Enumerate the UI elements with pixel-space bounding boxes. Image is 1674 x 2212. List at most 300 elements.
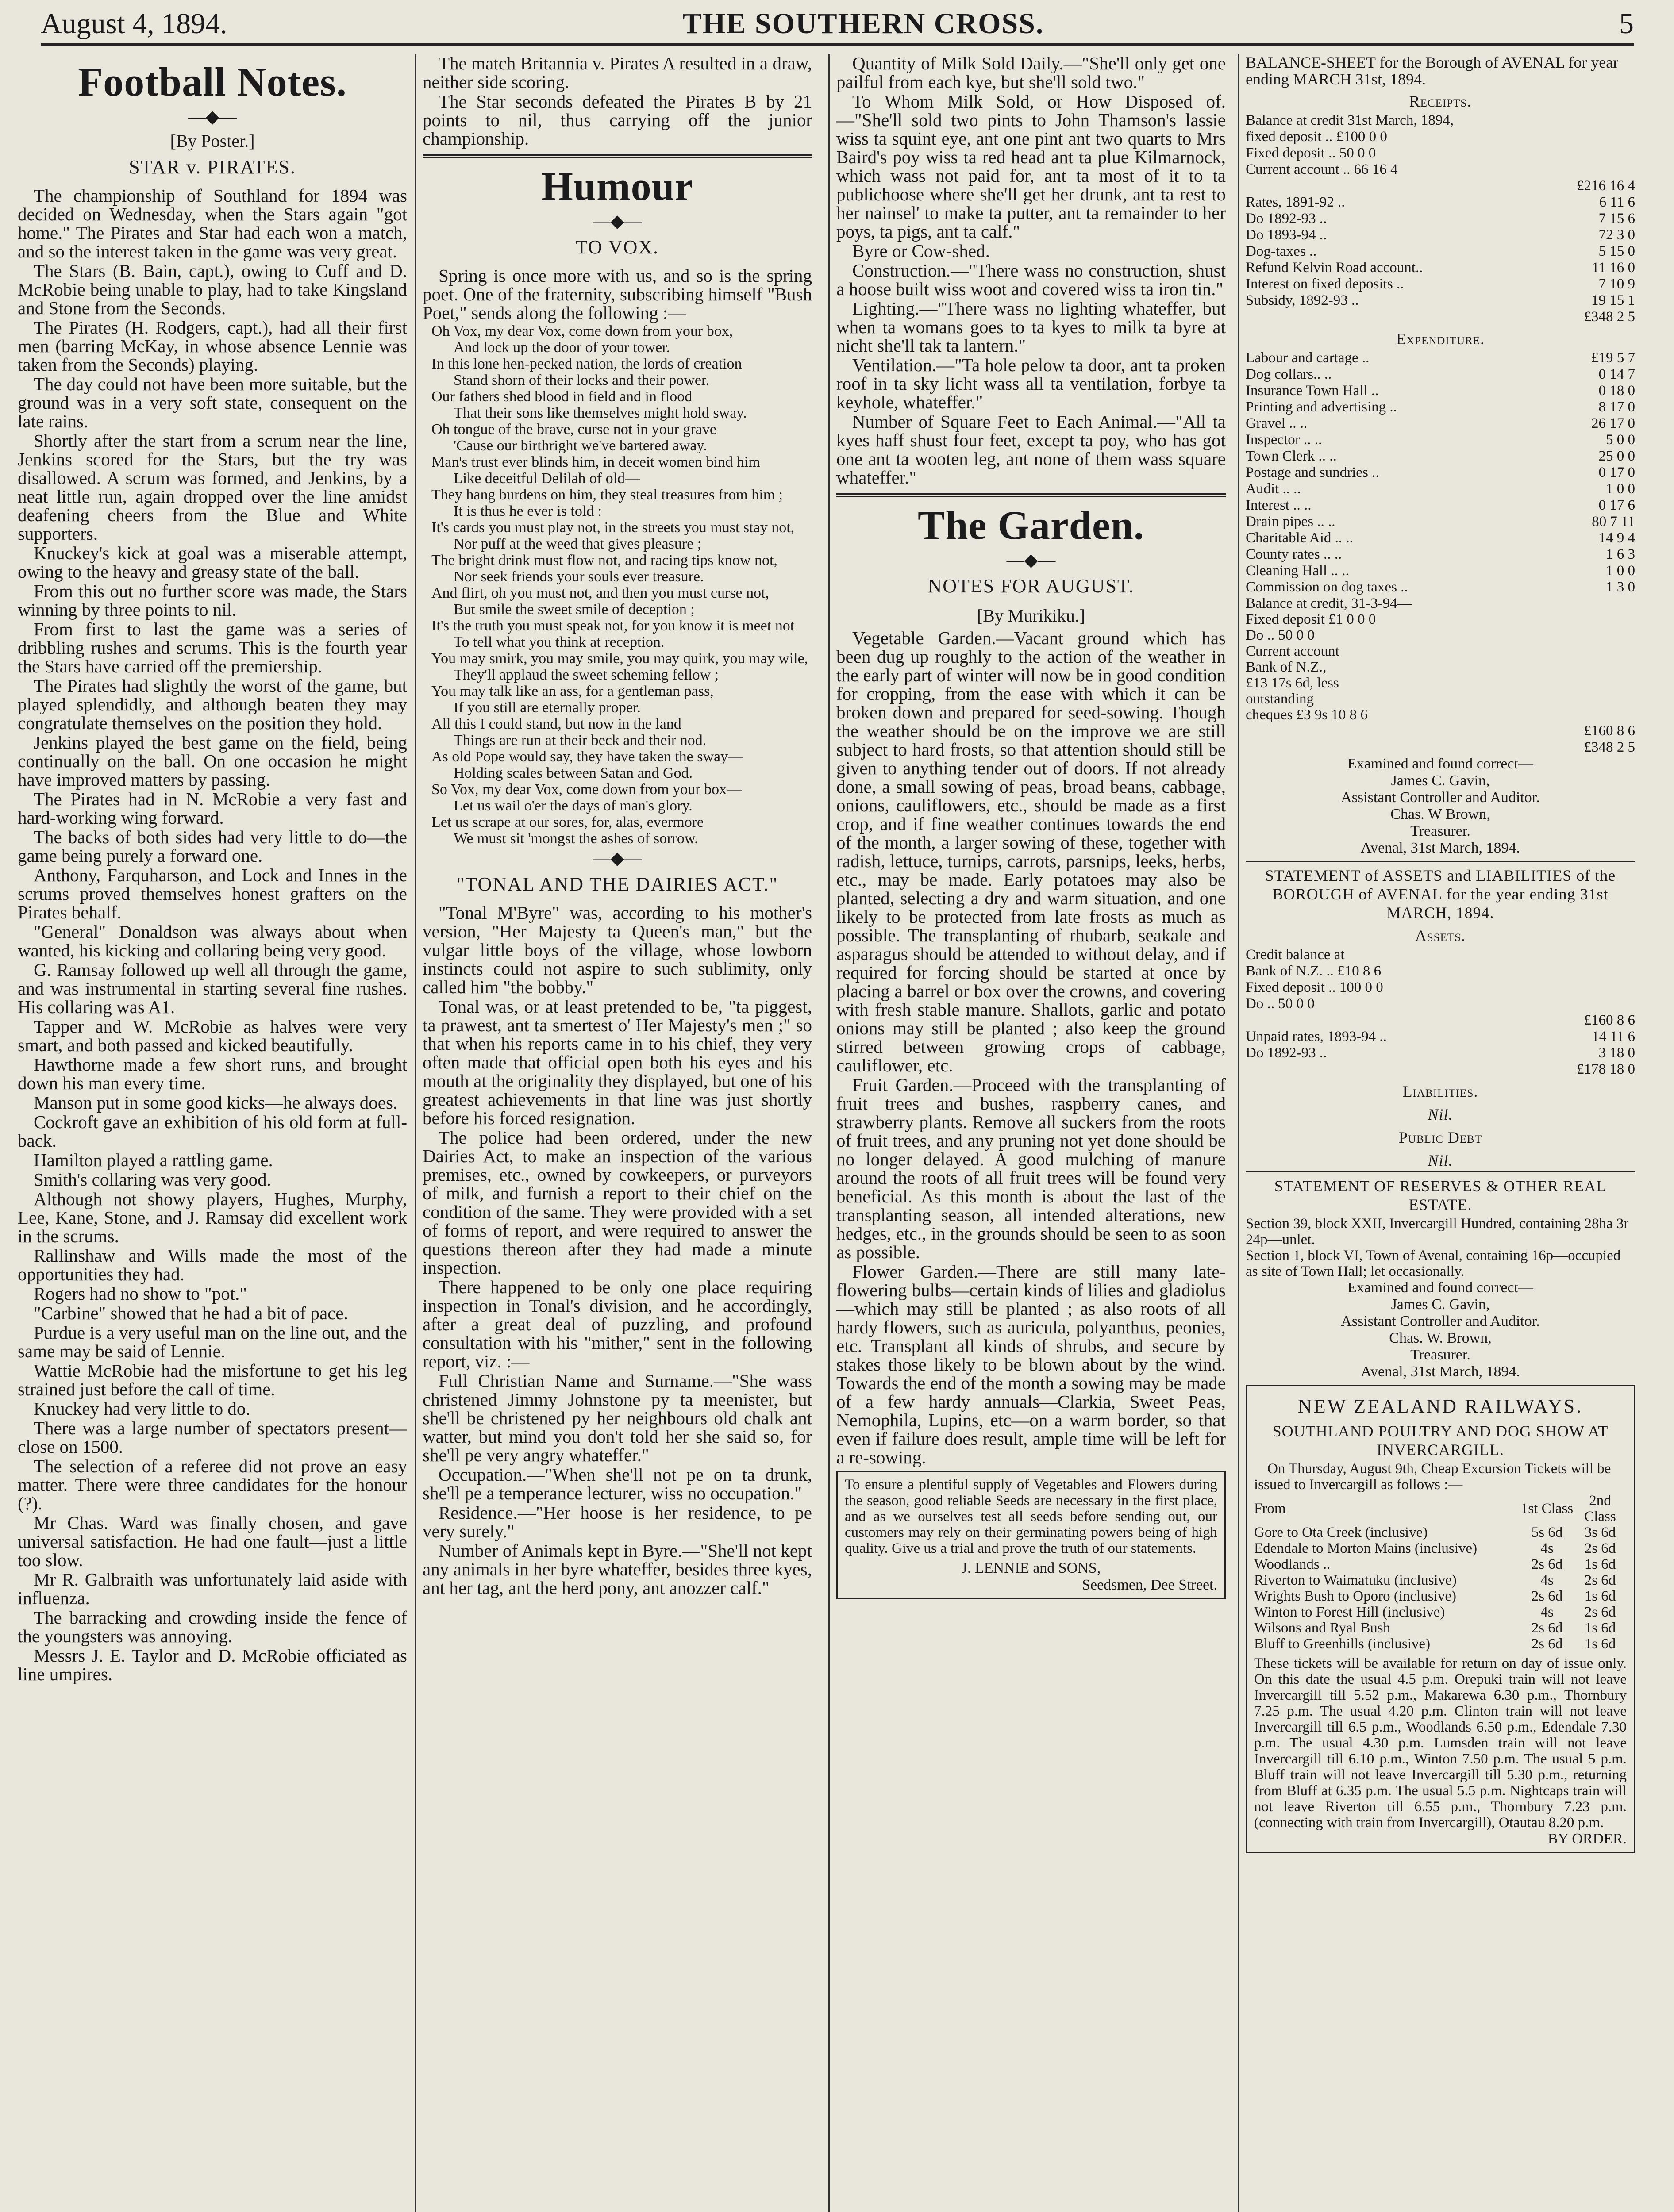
- ledger-amount: 0 17 6: [1598, 497, 1635, 513]
- ornament-icon: —◆—: [188, 107, 237, 127]
- garden-paragraph: Fruit Garden.—Proceed with the transplanting of fruit trees and bushes, raspberry canes, and strawberry plants. Remove all suckers from the roots of fruit trees, and any pruning not yet done should be no longer delayed. A good mulching of manure around the roots of all fruit trees will be found very beneficial. As this month is about the last of the transplanting season, all intended alterations, new hedges, etc., in the grounds should be seen to as soon as possible.: [836, 1075, 1226, 1262]
- ledger-item: fixed deposit .. £100 0 0: [1246, 129, 1387, 145]
- tonal-paragraph: Number of Animals kept in Byre.—"She'll not kept any animals in her byre whateffer, besides three kyes, ant her tag, ant the herd pony, ant anozzer calf.": [423, 1540, 812, 1598]
- ledger-row: [1246, 563, 1635, 579]
- signoff-line: Chas. W. Brown,: [1389, 1330, 1492, 1346]
- football-paragraph: The championship of Southland for 1894 was decided on Wednesday, when the Stars again "got home." The Pirates and Star had each won a match, and so the interest taken in the game was very great.: [18, 185, 407, 261]
- fare-first: 2s 6d: [1531, 1588, 1563, 1604]
- ledger-amount: 1 3 0: [1606, 579, 1635, 595]
- ledger-amount: [1555, 947, 1635, 963]
- garden-paragraph: Flower Garden.—There are still many late-flowering bulbs—certain kinds of lilies and gladiolus—which may still be planted ; as also roots of all hardy flowers, such as auricula, polyanthus, peonies, etc. Transplant all kinds of shrubs, and secure by stakes those likely to be blown about by the wind. Towards the end of the month a sowing may be made of a few hardy annuals—Clarkia, Sweet Peas, Nemophila, Lupins, etc—on a warm border, so that even if failure does result, ample time will be left for a re-sowing.: [836, 1261, 1226, 1467]
- ledger-item: Printing and advertising ..: [1246, 399, 1397, 415]
- ornament-icon: —◆—: [1006, 550, 1056, 570]
- fare-from: Gore to Ota Creek (inclusive): [1254, 1525, 1428, 1540]
- ledger-amount: £348 2 5: [1584, 309, 1635, 325]
- football-paragraph: Hamilton played a rattling game.: [34, 1150, 273, 1170]
- ledger-item: Do 1893-94 ..: [1246, 227, 1327, 243]
- poem-intro: Spring is once more with us, and so is the spring poet. One of the fraternity, subscribing himself "Bush Poet," sends along the following :—: [423, 265, 812, 323]
- football-paragraph: From this out no further score was made, the Stars winning by three points to nil.: [18, 581, 407, 620]
- ledger-amount: 0 17 0: [1598, 465, 1635, 480]
- ledger-item: Insurance Town Hall ..: [1246, 383, 1379, 399]
- ledger-amount: £178 18 0: [1577, 1061, 1635, 1077]
- ledger-item: [1246, 309, 1555, 325]
- ledger-item: Subsidy, 1892-93 ..: [1246, 292, 1359, 308]
- ledger-amount: 72 3 0: [1598, 227, 1635, 243]
- reserve-line: Section 1, block VI, Town of Avenal, containing 16p—occupied as site of Town Hall; let occasionally.: [1246, 1248, 1621, 1279]
- ledger-item: Balance at credit 31st March, 1894,: [1246, 112, 1454, 128]
- football-paragraph: Knuckey had very little to do.: [34, 1398, 250, 1419]
- tonal-paragraph: Occupation.—"When she'll not pe on ta drunk, she'll pe a temperance lecturer, wiss no occupation.": [423, 1464, 812, 1503]
- ledger-row: [1246, 178, 1635, 194]
- ledger-amount: £160 8 6: [1584, 1012, 1635, 1028]
- ledger-item: Dog collars.. ..: [1246, 366, 1332, 382]
- poem-line: Nor puff at the weed that gives pleasure ;: [454, 536, 702, 552]
- fare-first: 4s: [1540, 1540, 1554, 1556]
- ledger-amount: £216 16 4: [1577, 178, 1635, 194]
- tonal-paragraph: Lighting.—"There wass no lighting whateffer, but when ta womans goes to ta kyes to milk ta byre at nicht she'll tak ta lantern.": [836, 298, 1226, 356]
- railways-subhead: SOUTHLAND POULTRY AND DOG SHOW AT INVERCARGILL.: [1272, 1422, 1609, 1459]
- poem-line: Man's trust ever blinds him, in deceit women bind him: [431, 454, 760, 470]
- liabilities-value: Nil.: [1428, 1106, 1453, 1123]
- poem-line: It's cards you must play not, in the streets you must stay not,: [431, 519, 795, 536]
- tonal-paragraph: Quantity of Milk Sold Daily.—"She'll only get one pailful from each kye, but she'll sold two.": [836, 54, 1226, 92]
- railways-title: NEW ZEALAND RAILWAYS.: [1297, 1395, 1583, 1417]
- ledger-item: Labour and cartage ..: [1246, 350, 1370, 366]
- divider: [423, 157, 812, 158]
- fare-from: Edendale to Morton Mains (inclusive): [1254, 1540, 1478, 1556]
- assets-title: STATEMENT of ASSETS and LIABILITIES of the BOROUGH of AVENAL for the year ending 31st MARCH, 1894.: [1265, 867, 1616, 922]
- football-paragraph: The selection of a referee did not prove an easy matter. There were three candidates for the honour (?).: [18, 1456, 407, 1513]
- closing-line: Do .. 50 0 0: [1246, 627, 1315, 643]
- garden-paragraph: Vegetable Garden.—Vacant ground which has been dug up roughly to the action of the weather in the early part of winter will now be in good condition for cropping, from the ease with which it can be broken down and prepared for seed-sowing. Though the weather should be on the improve we are still subject to hard frosts, so that attention should still be given to anything tender out of doors. If not already done, a small sowing of peas, broad beans, cabbage, onions, cauliflowers, etc., should be made as a first crop, and if fine weather continues towards the end of the month, a larger sowing of these, together with radish, lettuce, turnips, carrots, parsnips, leeks, herbs, etc., may be made. Early potatoes may also be planted, selecting a dry and warm situation, and one likely to be protected from late frosts as much as possible. The transplanting of rhubarb, seakale and asparagus should be attended to without delay, and if required for forcing should be started at once by placing a barrel or box over the crowns, and covering with fresh stable manure. Shallots, garlic and potato onions may still be planted ; also keep the ground stirred between growing crops of cabbage, cauliflower, etc.: [836, 628, 1226, 1075]
- ledger-item: Refund Kelvin Road account..: [1246, 260, 1423, 276]
- ledger-row: [1246, 399, 1635, 415]
- ledger-amount: £19 5 7: [1591, 350, 1635, 366]
- ledger-item: Unpaid rates, 1893-94 ..: [1246, 1029, 1387, 1045]
- ledger-item: Postage and sundries ..: [1246, 465, 1379, 480]
- poem-line: You may talk like an ass, for a gentleman pass,: [431, 683, 714, 699]
- ornament-icon: —◆—: [593, 848, 642, 868]
- column-rule: [828, 54, 830, 2212]
- football-paragraph: Cockroft gave an exhibition of his old form at full-back.: [18, 1112, 407, 1151]
- ledger-amount: 11 16 0: [1592, 260, 1635, 276]
- football-paragraph: Purdue is a very useful man on the line out, and the same may be said of Lennie.: [18, 1322, 407, 1361]
- signoff-line: James C. Gavin,: [1391, 1296, 1490, 1313]
- ledger-row: [1246, 243, 1635, 260]
- fare-row: [1254, 1572, 1627, 1588]
- tonal-paragraph: Ventilation.—"Ta hole pelow ta door, ant ta proken roof in ta sky licht wass all ta ventilation, forbye ta keyhole, whateffer.": [836, 355, 1226, 412]
- poem-line: The bright drink must flow not, and racing tips know not,: [431, 552, 777, 568]
- ledger-row: [1246, 366, 1635, 383]
- ledger-item: Gravel .. ..: [1246, 415, 1308, 431]
- expenditure-table: [1246, 350, 1635, 595]
- poem-line: Our fathers shed blood in field and in flood: [431, 388, 693, 405]
- ledger-row: [1246, 514, 1635, 530]
- ledger-row: [1246, 1061, 1635, 1078]
- ledger-item: Do .. 50 0 0: [1246, 996, 1315, 1012]
- signoff-line: Examined and found correct—: [1347, 1279, 1534, 1296]
- tonal-heading: "TONAL AND THE DAIRIES ACT.": [456, 873, 778, 895]
- fare-row: [1254, 1620, 1627, 1636]
- poem-line: We must sit 'mongst the ashes of sorrow.: [454, 830, 698, 847]
- column-garden: [836, 54, 1226, 2212]
- poem-line: If you still are eternally proper.: [454, 699, 641, 716]
- signoff-line: Avenal, 31st March, 1894.: [1360, 840, 1520, 856]
- column-rule: [415, 54, 416, 2212]
- poem-line: Oh Vox, my dear Vox, come down from your box,: [431, 323, 733, 339]
- ledger-amount: 5 15 0: [1598, 243, 1635, 259]
- ledger-item: Do 1892-93 ..: [1246, 211, 1327, 227]
- ledger-amount: [1555, 145, 1635, 161]
- ledger-row: [1246, 979, 1635, 996]
- fares-col-from: From: [1254, 1501, 1286, 1517]
- fare-row: [1254, 1604, 1627, 1620]
- ledger-amount: 0 14 7: [1598, 366, 1635, 382]
- ledger-amount: 6 11 6: [1599, 194, 1635, 210]
- ledger-row: [1246, 415, 1635, 432]
- match-result-paragraph: The Star seconds defeated the Pirates B by 21 points to nil, thus carrying off the junior championship.: [423, 91, 812, 149]
- fare-second: 1s 6d: [1584, 1588, 1616, 1604]
- fares-col-second: 2nd Class: [1584, 1493, 1616, 1525]
- poem-line: But smile the sweet smile of deception ;: [454, 601, 695, 618]
- ledger-item: Drain pipes .. ..: [1246, 514, 1335, 530]
- public-debt-label: Public Debt: [1398, 1129, 1482, 1146]
- ledger-item: Inspector .. ..: [1246, 432, 1322, 448]
- column-rule: [1238, 54, 1239, 2212]
- football-paragraph: Jenkins played the best game on the field, being continually on the ball. On one occasion he might have improved matters by passing.: [18, 732, 407, 790]
- ornament-icon: —◆—: [593, 211, 642, 231]
- ledger-amount: 1 0 0: [1606, 481, 1635, 497]
- football-paragraph: The Pirates had in N. McRobie a very fast and hard-working wing forward.: [18, 789, 407, 828]
- ledger-amount: 7 15 6: [1598, 211, 1635, 227]
- tonal-paragraph: Byre or Cow-shed.: [852, 241, 990, 261]
- football-paragraph: Wattie McRobie had the misfortune to get his leg strained just before the call of time.: [18, 1360, 407, 1399]
- fare-from: Wilsons and Ryal Bush: [1254, 1620, 1391, 1636]
- football-paragraph: The day could not have been more suitable, but the ground was in a very soft state, consequent on the late rains.: [18, 374, 407, 431]
- fares-col-first: 1st Class: [1520, 1501, 1574, 1517]
- ledger-row: [1246, 947, 1635, 963]
- fare-second: 1s 6d: [1584, 1636, 1616, 1652]
- poem-line: Holding scales between Satan and God.: [454, 765, 693, 781]
- ledger-row: [1246, 211, 1635, 227]
- ledger-item: Credit balance at: [1246, 947, 1345, 963]
- football-paragraph: There was a large number of spectators present—close on 1500.: [18, 1418, 407, 1457]
- ledger-row: [1246, 350, 1635, 366]
- fare-second: 2s 6d: [1584, 1540, 1616, 1556]
- ledger-item: Charitable Aid .. ..: [1246, 530, 1353, 546]
- tonal-continued: [836, 54, 1226, 487]
- signoff-line: Treasurer.: [1410, 823, 1470, 839]
- ledger-amount: 14 11 6: [1592, 1029, 1635, 1045]
- ledger-amount: 7 10 9: [1598, 276, 1635, 292]
- fare-second: 1s 6d: [1584, 1556, 1616, 1572]
- signoff-line: Treasurer.: [1410, 1347, 1470, 1363]
- football-paragraph: Although not showy players, Hughes, Murphy, Lee, Kane, Stone, and J. Ramsay did excellent work in the scrums.: [18, 1189, 407, 1246]
- fare-from: Bluff to Greenhills (inclusive): [1254, 1636, 1431, 1652]
- football-paragraph: Rallinshaw and Wills made the most of the opportunities they had.: [18, 1245, 407, 1284]
- ledger-row: [1246, 112, 1635, 129]
- poem-line: And lock up the door of your tower.: [454, 339, 670, 356]
- ledger-amount: [1555, 161, 1635, 178]
- tonal-paragraph: Number of Square Feet to Each Animal.—"All ta kyes haff shust four feet, except ta poy, who has got one ant ta wooten leg, ant none of them wass square whateffer.": [836, 411, 1226, 488]
- ledger-amount: 0 18 0: [1598, 383, 1635, 399]
- liabilities-label: Liabilities.: [1402, 1083, 1478, 1100]
- closing-line: Bank of N.Z.,: [1246, 659, 1327, 675]
- ledger-row: [1246, 1045, 1635, 1061]
- ledger-row: [1246, 465, 1635, 481]
- football-paragraph: Manson put in some good kicks—he always does.: [34, 1092, 398, 1113]
- poem-line: You may smirk, you may smile, you may quirk, you may wile,: [431, 650, 808, 667]
- ledger-item: Rates, 1891-92 ..: [1246, 194, 1345, 210]
- poem-line: To tell what you think at reception.: [454, 634, 665, 650]
- poem-line: They hang burdens on him, they steal treasures from him ;: [431, 487, 783, 503]
- ledger-item: [1246, 178, 1555, 194]
- ledger-item: Cleaning Hall .. ..: [1246, 563, 1349, 579]
- match-results: [423, 54, 812, 148]
- signoff-line: Chas. W Brown,: [1390, 806, 1490, 822]
- ledger-item: Bank of N.Z. .. £10 8 6: [1246, 963, 1382, 979]
- football-paragraph: G. Ramsay followed up well all through the game, and was instrumental in starting several fine rushes. His collaring was A1.: [18, 960, 407, 1017]
- ledger-item: Do 1892-93 ..: [1246, 1045, 1327, 1061]
- football-paragraph: Knuckey's kick at goal was a miserable attempt, owing to the heavy and greasy state of the ball.: [18, 543, 407, 582]
- closing-totals: [1246, 723, 1635, 756]
- fare-first: 5s 6d: [1531, 1525, 1563, 1540]
- fare-second: 2s 6d: [1584, 1604, 1616, 1620]
- poem-title: TO VOX.: [575, 236, 659, 258]
- ledger-row: [1246, 227, 1635, 243]
- ledger-row: [1246, 145, 1635, 161]
- ad-signature: J. LENNIE and SONS,: [961, 1560, 1101, 1576]
- fare-row: [1254, 1525, 1627, 1540]
- football-heading: Football Notes.: [78, 59, 347, 104]
- poem-line: Things are run at their beck and their nod.: [454, 732, 707, 749]
- football-paragraph: Messrs J. E. Taylor and D. McRobie officiated as line umpires.: [18, 1645, 407, 1684]
- tonal-body: [423, 903, 812, 1597]
- fare-second: 3s 6d: [1584, 1525, 1616, 1540]
- garden-body: [836, 629, 1226, 1467]
- ledger-amount: 26 17 0: [1591, 415, 1635, 431]
- football-paragraph: From first to last the game was a series of dribbling rushes and scrums. This is the fourth year the Stars have carried off the premiership.: [18, 619, 407, 676]
- fare-from: Winton to Forest Hill (inclusive): [1254, 1604, 1445, 1620]
- fare-second: 2s 6d: [1584, 1572, 1616, 1588]
- football-paragraph: The barracking and crowding inside the fence of the youngsters was annoying.: [18, 1607, 407, 1646]
- ledger-amount: 1 0 0: [1606, 563, 1635, 579]
- ledger-item: Town Clerk .. ..: [1246, 448, 1337, 464]
- football-paragraph: Shortly after the start from a scrum near the line, Jenkins scored for the Stars, but the try was disallowed. A scrum was formed, and Jenkins, by a neat little run, again dropped over the line amidst deafening cheers from the Blue and White supporters.: [18, 430, 407, 544]
- ledger-amount: [1555, 963, 1635, 979]
- garden-byline: [By Murikiku.]: [977, 606, 1085, 626]
- fare-from: Woodlands ..: [1254, 1556, 1331, 1572]
- railways-signoff: BY ORDER.: [1547, 1831, 1627, 1847]
- ledger-row: [1246, 1029, 1635, 1045]
- tonal-paragraph: Full Christian Name and Surname.—"She wass christened Jimmy Johnstone py ta meenister, but she'll be christened py her neighbours old chalk ant watter, but mind you don't told her she said so, for she'll pe very angry whateffer.": [423, 1371, 812, 1465]
- poem-line: Like deceitful Delilah of old—: [454, 470, 640, 487]
- masthead-title: THE SOUTHERN CROSS.: [682, 8, 1044, 40]
- tonal-paragraph: Tonal was, or at least pretended to be, "ta piggest, ta prawest, ant ta smertest o' Her Majesty's men ;" so that when his reports came in to his chief, they very often made that official open both his eyes and his mouth at the originality they displayed, but one of his greatest achievements in that line was just shortly before his forced resignation.: [423, 996, 812, 1128]
- poem-line: Let us scrape at our sores, for, alas, evermore: [431, 814, 704, 830]
- poem-line: That their sons like themselves might hold sway.: [454, 405, 747, 421]
- public-debt-value: Nil.: [1428, 1152, 1453, 1169]
- expenditure-label: Expenditure.: [1396, 330, 1485, 348]
- ledger-amount: [1555, 979, 1635, 996]
- signoff-line: James C. Gavin,: [1391, 772, 1490, 789]
- ledger-row: [1246, 963, 1635, 979]
- column-humour: [423, 54, 812, 2212]
- football-paragraph: "General" Donaldson was always about when wanted, his kicking and collaring being very good.: [18, 922, 407, 960]
- closing-line: Balance at credit, 31-3-94—: [1246, 595, 1412, 611]
- reserves-title: STATEMENT OF RESERVES & OTHER REAL ESTATE.: [1274, 1177, 1607, 1214]
- divider: [836, 493, 1226, 495]
- fare-from: Wrights Bush to Oporo (inclusive): [1254, 1588, 1456, 1604]
- poem-line: So Vox, my dear Vox, come down from your box—: [431, 781, 742, 798]
- tonal-paragraph: The police had been ordered, under the new Dairies Act, to make an inspection of the various premises, etc., owned by cowkeepers, or purveyors of milk, and furnish a report to their chief on the condition of the same. They were provided with a set of forms of report, and were required to answer the questions thereon after they had made a minute inspection.: [423, 1127, 812, 1278]
- balance-title: BALANCE-SHEET for the Borough of AVENAL for year ending MARCH 31st, 1894.: [1246, 54, 1619, 88]
- ledger-amount: [1555, 112, 1635, 129]
- signoff-line: Examined and found correct—: [1347, 756, 1534, 772]
- closing-balance: [1246, 595, 1635, 723]
- poem-line: Stand shorn of their locks and their power.: [454, 372, 709, 388]
- assets-table: [1246, 947, 1635, 1078]
- football-paragraph: Tapper and W. McRobie as halves were very smart, and both passed and kicked beautifully.: [18, 1016, 407, 1055]
- ledger-row: [1246, 194, 1635, 211]
- ledger-row: [1246, 292, 1635, 309]
- ledger-row: [1246, 383, 1635, 399]
- ledger-row: [1246, 161, 1635, 178]
- ledger-amount: 80 7 11: [1592, 514, 1635, 530]
- fare-first: 4s: [1540, 1572, 1554, 1588]
- poem-line: All this I could stand, but now in the land: [431, 716, 681, 732]
- fare-first: 2s 6d: [1531, 1636, 1563, 1652]
- football-paragraph: The Pirates (H. Rodgers, capt.), had all their first men (barring McKay, in whose absence Lennie was taken from the Seconds) playing.: [18, 317, 407, 375]
- ledger-row: [1246, 497, 1635, 514]
- running-head: [41, 4, 1634, 46]
- football-paragraph: Mr Chas. Ward was finally chosen, and gave universal satisfaction. He had one fault—just a little too slow.: [18, 1513, 407, 1570]
- closing-total: £160 8 6: [1584, 723, 1635, 739]
- poem-line: It is thus he ever is told :: [454, 503, 602, 519]
- divider: [836, 496, 1226, 497]
- fare-row: [1254, 1636, 1627, 1652]
- ledger-row: [1246, 996, 1635, 1012]
- football-subhead: STAR v. PIRATES.: [129, 156, 296, 178]
- ledger-item: Fixed deposit .. 50 0 0: [1246, 145, 1376, 161]
- railways-notice: [1246, 1385, 1635, 1853]
- tonal-paragraph: To Whom Milk Sold, or How Disposed of.—"She'll sold two pints to John Thamson's lassie wiss ta squint eye, ant one pint ant two quarts to Mrs Baird's poy wiss ta red head ant ta plue Kilmarnock, which wass not paid for, ant ta most of it to ta publichoose where she'll get her drunk, ant ta rest to her nainsel' to make ta putter, ant ta remainder to her poys, ta pigs, ant ta calf.": [836, 91, 1226, 242]
- garden-heading: The Garden.: [918, 503, 1144, 548]
- ledger-amount: 8 17 0: [1598, 399, 1635, 415]
- fare-second: 1s 6d: [1584, 1620, 1616, 1636]
- ledger-amount: 5 0 0: [1606, 432, 1635, 448]
- ledger-row: [1246, 448, 1635, 465]
- signoff-line: Assistant Controller and Auditor.: [1341, 1313, 1540, 1329]
- column-notices: [1246, 54, 1635, 2212]
- ledger-amount: 25 0 0: [1598, 448, 1635, 464]
- football-paragraph: The Stars (B. Bain, capt.), owing to Cuff and D. McRobie being unable to play, had to take Kingsland and Stone from the Seconds.: [18, 261, 407, 318]
- fare-first: 4s: [1540, 1604, 1554, 1620]
- assets-label: Assets.: [1415, 927, 1466, 945]
- fare-first: 2s 6d: [1531, 1556, 1563, 1572]
- tonal-paragraph: Residence.—"Her hoose is her residence, to pe very surely.": [423, 1502, 812, 1541]
- railways-intro: On Thursday, August 9th, Cheap Excursion Tickets will be issued to Invercargill as follows :—: [1254, 1461, 1611, 1493]
- ledger-amount: [1555, 129, 1635, 145]
- fare-from: Riverton to Waimatuku (inclusive): [1254, 1572, 1457, 1588]
- poem-line: Oh tongue of the brave, curse not in your grave: [431, 421, 716, 438]
- railways-notes: These tickets will be available for return on day of issue only. On this date the usual 4.5 p.m. Orepuki train will not leave Invercargill till 5.52 p.m., Makarewa 6.30 p.m., Thornbury 7.25 p.m. The usual 4.20 p.m. Clinton train will not leave Invercargill till 6.5 p.m., Woodlands 6.50 p.m., Edendale 7.30 p.m. The usual 4.30 p.m. Lumsden train will not leave Invercargill till 6.10 p.m., Winton 7.50 p.m. The usual 5 p.m. Bluff train will not leave Invercargill till 5.30 p.m., returning from Bluff at 6.35 p.m. The usual 5.5 p.m. Nightcaps train will not leave Riverton till 6.55 p.m., Thornbury 7.23 p.m. (connecting with train from Invercargill), Otautau 8.20 p.m.: [1254, 1655, 1627, 1831]
- poem-line: It's the truth you must speak not, for you know it is meet not: [431, 618, 795, 634]
- ledger-item: Audit .. ..: [1246, 481, 1301, 497]
- receipts-label: Receipts.: [1409, 92, 1472, 110]
- football-paragraph: Smith's collaring was very good.: [34, 1169, 271, 1190]
- fare-row: [1254, 1540, 1627, 1556]
- closing-line: outstanding: [1246, 691, 1314, 707]
- football-paragraph: "Carbine" showed that he had a bit of pace.: [34, 1303, 348, 1323]
- ad-address: Seedsmen, Dee Street.: [1082, 1577, 1217, 1593]
- ledger-row: [1246, 260, 1635, 276]
- poem-line: They'll applaud the sweet scheming fellow ;: [454, 667, 719, 683]
- humour-heading: Humour: [541, 164, 693, 209]
- fares-table: [1254, 1493, 1627, 1652]
- poem-line: In this lone hen-pecked nation, the lords of creation: [431, 356, 742, 372]
- ledger-row: [1246, 530, 1635, 546]
- poem-line: And flirt, oh you must not, and then you must curse not,: [431, 585, 770, 601]
- ledger-item: [1246, 1061, 1555, 1078]
- poem-line: 'Cause our birthright we've bartered away.: [454, 438, 707, 454]
- football-byline: [By Poster.]: [170, 131, 255, 151]
- poem-line: Let us wail o'er the days of man's glory.: [454, 798, 693, 814]
- divider: [423, 154, 812, 156]
- ledger-item: Interest .. ..: [1246, 497, 1312, 513]
- football-paragraph: Anthony, Farquharson, and Lock and Innes in the scrums proved themselves honest grafters on the Pirates behalf.: [18, 865, 407, 922]
- ledger-item: County rates .. ..: [1246, 546, 1342, 562]
- ledger-amount: 19 15 1: [1591, 292, 1635, 308]
- tonal-paragraph: "Tonal M'Byre" was, according to his mother's version, "Her Majesty ta Queen's man," but the vulgar little boys of the village, whose lowborn instincts could not aspire to such sublimity, only called him "the bobby.": [423, 902, 812, 997]
- closing-line: Fixed deposit £1 0 0 0: [1246, 611, 1376, 627]
- fare-first: 2s 6d: [1531, 1620, 1563, 1636]
- poem-body: [431, 323, 812, 847]
- football-body: [18, 186, 407, 1683]
- ledger-row: [1246, 579, 1635, 595]
- column-football: [18, 54, 407, 2212]
- ledger-amount: 1 6 3: [1606, 546, 1635, 562]
- ledger-amount: [1555, 996, 1635, 1012]
- match-result-paragraph: The match Britannia v. Pirates A resulted in a draw, neither side scoring.: [423, 54, 812, 92]
- issue-date: August 4, 1894.: [41, 8, 227, 40]
- divider: [1246, 861, 1635, 862]
- signoff-line: Assistant Controller and Auditor.: [1341, 789, 1540, 806]
- football-paragraph: Hawthorne made a few short runs, and brought down his man every time.: [18, 1054, 407, 1093]
- ledger-row: [1246, 129, 1635, 145]
- ledger-amount: 3 18 0: [1598, 1045, 1635, 1061]
- fare-row: [1254, 1556, 1627, 1572]
- signoff-line: Avenal, 31st March, 1894.: [1360, 1363, 1520, 1380]
- ledger-item: Commission on dog taxes ..: [1246, 579, 1408, 595]
- ad-text: To ensure a plentiful supply of Vegetables and Flowers during the season, good reliable Seeds are necessary in the first place, and as we ourselves test all seeds before sending out, our customers may rely on their germinating powers being of high quality. Give us a trial and prove the truth of our statements.: [845, 1477, 1217, 1556]
- football-paragraph: Mr R. Galbraith was unfortunately laid aside with influenza.: [18, 1569, 407, 1608]
- poem-line: As old Pope would say, they have taken the sway—: [431, 749, 743, 765]
- ledger-item: Fixed deposit .. 100 0 0: [1246, 979, 1383, 995]
- ledger-item: Interest on fixed deposits ..: [1246, 276, 1404, 292]
- divider: [1246, 1171, 1635, 1172]
- fare-row: [1254, 1588, 1627, 1604]
- closing-line: £13 17s 6d, less: [1246, 675, 1339, 691]
- reserves-body: [1246, 1216, 1635, 1279]
- ledger-row: [1246, 546, 1635, 563]
- receipts-table: [1246, 112, 1635, 325]
- reserves-signoff: [1246, 1279, 1635, 1380]
- poem-line: Nor seek friends your souls ever treasure.: [454, 568, 704, 585]
- ledger-item: Current account .. 66 16 4: [1246, 161, 1398, 177]
- ledger-item: [1246, 1012, 1555, 1029]
- ledger-row: [1246, 276, 1635, 292]
